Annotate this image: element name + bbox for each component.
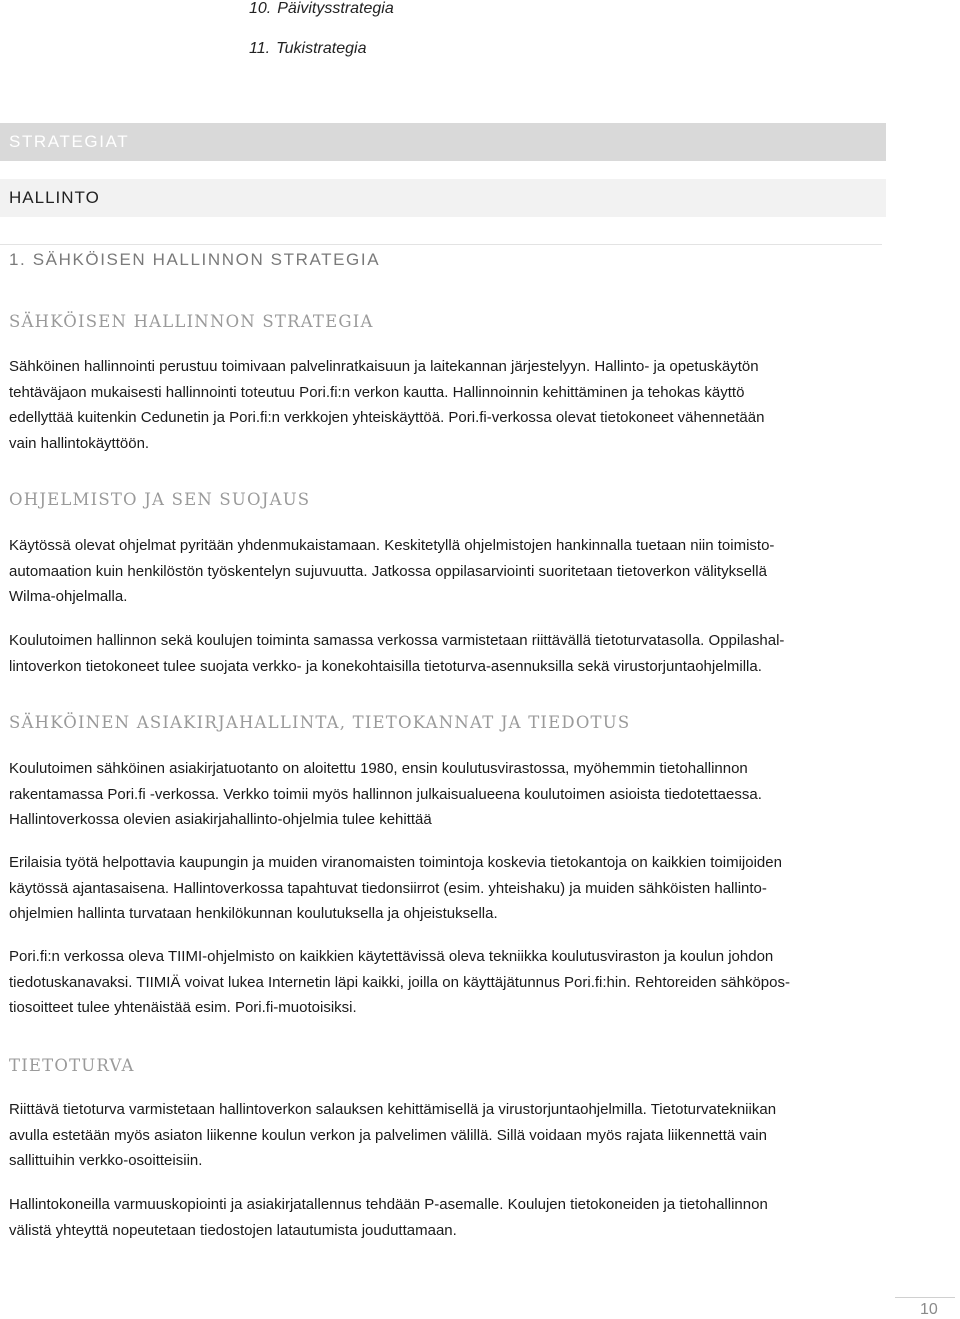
section-heading: SÄHKÖISEN HALLINNON STRATEGIA [9,312,374,331]
paragraph-line: Pori.fi:n verkossa oleva TIIMI-ohjelmisto on kaikkien käytettävissä oleva tekniikka koulutusviraston ja koulun johdon [9,948,774,965]
paragraph-line: tehtäväjaon mukaisesti hallinnointi toteutuu Pori.fi:n verkon kautta. Hallinnoinnin kehittäminen ja tehokas käyttö [9,383,745,401]
paragraph-line: sallittuihin verkko-osoitteisiin. [9,1152,203,1169]
toc-item [249,0,394,18]
paragraph [9,850,889,927]
toc-item [249,40,366,58]
paragraph-line: käytössä ajantasaisena. Hallintoverkossa tapahtuvat tiedonsiirrot (esim. yhteishaku) ja muiden sähköisten hallinto- [9,879,767,897]
chapter-divider [0,244,882,245]
paragraph-line: tiosoitteet tulee yhtenäistää esim. Pori.fi-muotoisiksi. [9,999,357,1016]
paragraph-line: tiedotuskanavaksi. TIIMIÄ voivat lukea Internetin läpi kaikki, joilla on käyttäjätunnus Pori.fi:hin. Rehtoreiden sähköpos- [9,973,790,991]
chapter-title: 1. SÄHKÖISEN HALLINNON STRATEGIA [9,250,381,269]
paragraph-line: rakentamassa Pori.fi -verkossa. Verkko toimii myös hallinnon julkaisualueena koulutoimen asioista tiedotettaessa. [9,785,762,803]
paragraph-line: välistä yhteyttä nopeutetaan tiedostojen latautumista jouduttamaan. [9,1221,457,1239]
page-number: 10 [920,1301,938,1318]
toc-item-label: Tukistrategia [276,40,367,57]
paragraph [9,944,889,1021]
paragraph-line: Hallintokoneilla varmuuskopiointi ja asiakirjatallennus tehdään P-asemalle. Koulujen tietokoneiden ja tietohallinnon [9,1196,768,1213]
part-heading-strategiat: STRATEGIAT [0,123,886,161]
paragraph-line: ohjelmien hallinta turvataan henkilökunnan koulutuksella ja ohjeistuksella. [9,905,498,922]
paragraph-line: Erilaisia työtä helpottavia kaupungin ja muiden viranomaisten toimintoja koskevia tietokantoja on kaikkien toimijoiden [9,854,782,871]
section-heading: OHJELMISTO JA SEN SUOJAUS [9,490,311,509]
toc-item-number: 10. [249,0,272,17]
paragraph-line: Sähköinen hallinnointi perustuu toimivaan palvelinratkaisuun ja laitekannan järjestelyyn. Hallinto- ja opetuskäytön [9,358,759,375]
paragraph [9,1097,889,1174]
paragraph [9,756,889,833]
paragraph [9,354,889,456]
paragraph-line: Koulutoimen sähköinen asiakirjatuotanto on aloitettu 1980, ensin koulutusvirastossa, myöhemmin tietohallinnon [9,760,748,777]
toc-item-number: 11. [249,40,271,57]
paragraph [9,533,889,610]
paragraph-line: Riittävä tietoturva varmistetaan hallintoverkon salauksen kehittämisellä ja virustorjuntaohjelmilla. Tietoturvatekniikan [9,1101,777,1118]
section-heading: SÄHKÖINEN ASIAKIRJAHALLINTA, TIETOKANNAT JA TIEDOTUS [9,713,631,732]
paragraph-line: Wilma-ohjelmalla. [9,588,128,605]
paragraph-line: Koulutoimen hallinnon sekä koulujen toiminta samassa verkossa varmistetaan riittävällä tietoturvatasolla. Oppilashal- [9,632,785,649]
paragraph-line: Käytössä olevat ohjelmat pyritään yhdenmukaistamaan. Keskitetyllä ohjelmistojen hankinnalla tuetaan niin toimisto- [9,537,775,554]
paragraph-line: automaation kuin henkilöstön työskentelyn sujuvuutta. Jatkossa oppilasarviointi suoritetaan tietoverkon välityksellä [9,562,767,580]
paragraph [9,628,889,679]
part-heading-hallinto: HALLINTO [0,179,886,217]
paragraph-line: lintoverkon tietokoneet tulee suojata verkko- ja konekohtaisilla tietoturva-asennuksilla sekä virustorjuntaohjelmilla. [9,657,762,675]
paragraph-line: edellyttää kuitenkin Cedunetin ja Pori.fi:n verkkojen yhteiskäyttöä. Pori.fi-verkossa olevat tietokoneet vähennetään [9,409,765,426]
paragraph-line: vain hallintokäyttöön. [9,434,150,452]
paragraph-line: Hallintoverkossa olevien asiakirjahallinto-ohjelmia tulee kehittää [9,811,432,828]
paragraph [9,1192,889,1243]
paragraph-line: avulla estetään myös asiaton liikenne koulun verkon ja palvelimen välillä. Sillä voidaan myös rajata liikennettä vain [9,1126,767,1144]
page-number-rule [895,1297,955,1298]
toc-item-label: Päivitysstrategia [277,0,394,17]
section-heading: TIETOTURVA [9,1056,135,1075]
